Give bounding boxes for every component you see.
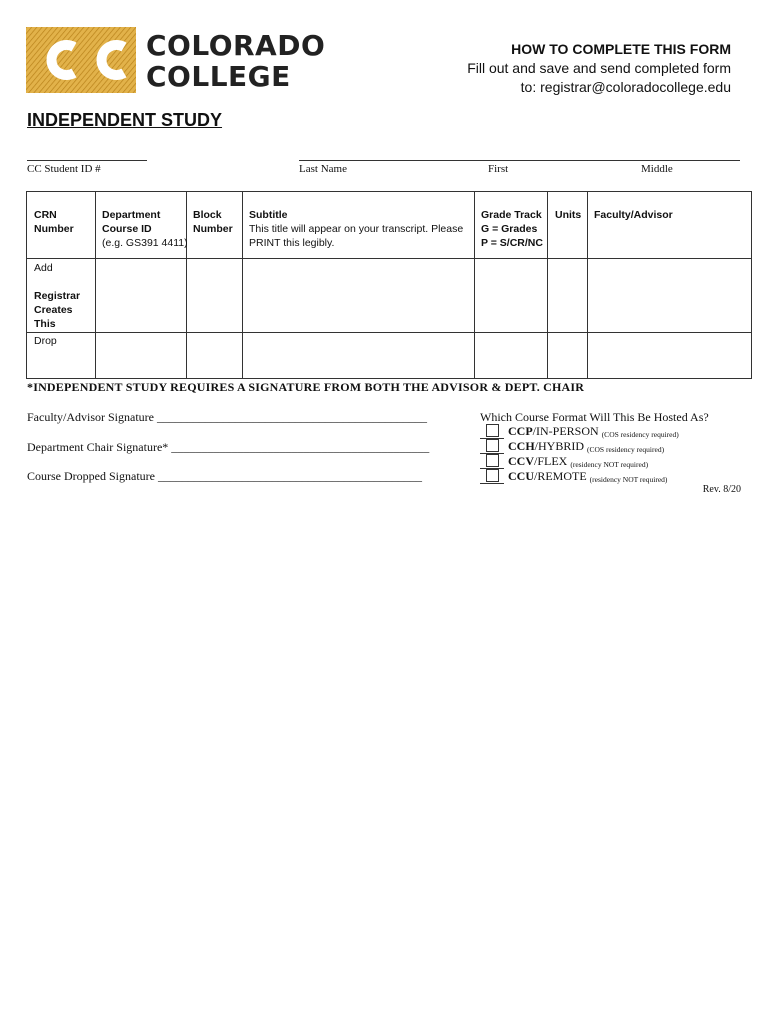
- page-title: INDEPENDENT STUDY: [27, 110, 223, 130]
- last-name-label: Last Name: [299, 163, 347, 175]
- header-faculty-advisor: Faculty/Advisor: [594, 209, 673, 221]
- student-id-label: CC Student ID #: [27, 163, 101, 175]
- course-format-question: Which Course Format Will This Be Hosted As?: [480, 410, 709, 424]
- header-block: Block Number: [193, 209, 233, 235]
- first-name-label: First: [488, 163, 509, 175]
- student-id-field[interactable]: [27, 160, 147, 161]
- revision-label: Rev. 8/20: [702, 484, 741, 495]
- checkbox-icon[interactable]: [486, 469, 499, 482]
- name-field[interactable]: [299, 160, 740, 161]
- wordmark-line2: COLLEGE: [146, 60, 291, 93]
- header-subtitle: Subtitle This title will appear on your transcript. Please PRINT this legibly.: [249, 209, 464, 249]
- instructions-email: to: registrar@coloradocollege.edu: [520, 79, 731, 95]
- chair-signature-field[interactable]: Department Chair Signature* ___________________________________________: [27, 440, 430, 454]
- header-units: Units: [555, 209, 582, 221]
- faculty-signature-field[interactable]: Faculty/Advisor Signature _____________________________________________: [27, 410, 427, 424]
- checkbox-icon[interactable]: [486, 454, 499, 467]
- registrar-note: Registrar Creates This: [34, 290, 81, 330]
- dropped-signature-field[interactable]: Course Dropped Signature ____________________________________________: [27, 469, 422, 483]
- header-grade-track: Grade Track G = Grades P = S/CR/NC: [481, 209, 543, 249]
- course-table: [26, 191, 752, 379]
- instructions-block: [467, 40, 731, 97]
- cc-monogram-icon: [26, 27, 136, 93]
- checkbox-icon[interactable]: [486, 424, 499, 437]
- middle-name-label: Middle: [641, 163, 673, 175]
- wordmark-line1: COLORADO: [146, 29, 326, 62]
- header-department: Department Course ID (e.g. GS391 4411): [102, 209, 188, 249]
- college-wordmark: [146, 30, 325, 92]
- checkbox-icon[interactable]: [486, 439, 499, 452]
- row-label-drop: Drop: [34, 335, 57, 347]
- signature-requirement-note: *INDEPENDENT STUDY REQUIRES A SIGNATURE FROM BOTH THE ADVISOR & DEPT. CHAIR: [27, 380, 585, 394]
- format-option-ccu[interactable]: CCU /REMOTE $_{(residency NOT required)}$: [480, 469, 667, 484]
- header-crn: CRN Number: [34, 209, 74, 235]
- format-option-cch[interactable]: CCH /HYBRID $_{(COS residency required)}$: [480, 439, 664, 454]
- instructions-line1: Fill out and save and send completed form: [467, 60, 731, 76]
- instructions-heading: HOW TO COMPLETE THIS FORM: [511, 41, 731, 57]
- format-option-ccp[interactable]: CCP /IN-PERSON $_{(COS residency required)}$: [480, 424, 679, 439]
- row-label-add: Add: [34, 262, 53, 274]
- format-option-ccv[interactable]: CCV /FLEX $_{(residency NOT required)}$: [480, 454, 648, 469]
